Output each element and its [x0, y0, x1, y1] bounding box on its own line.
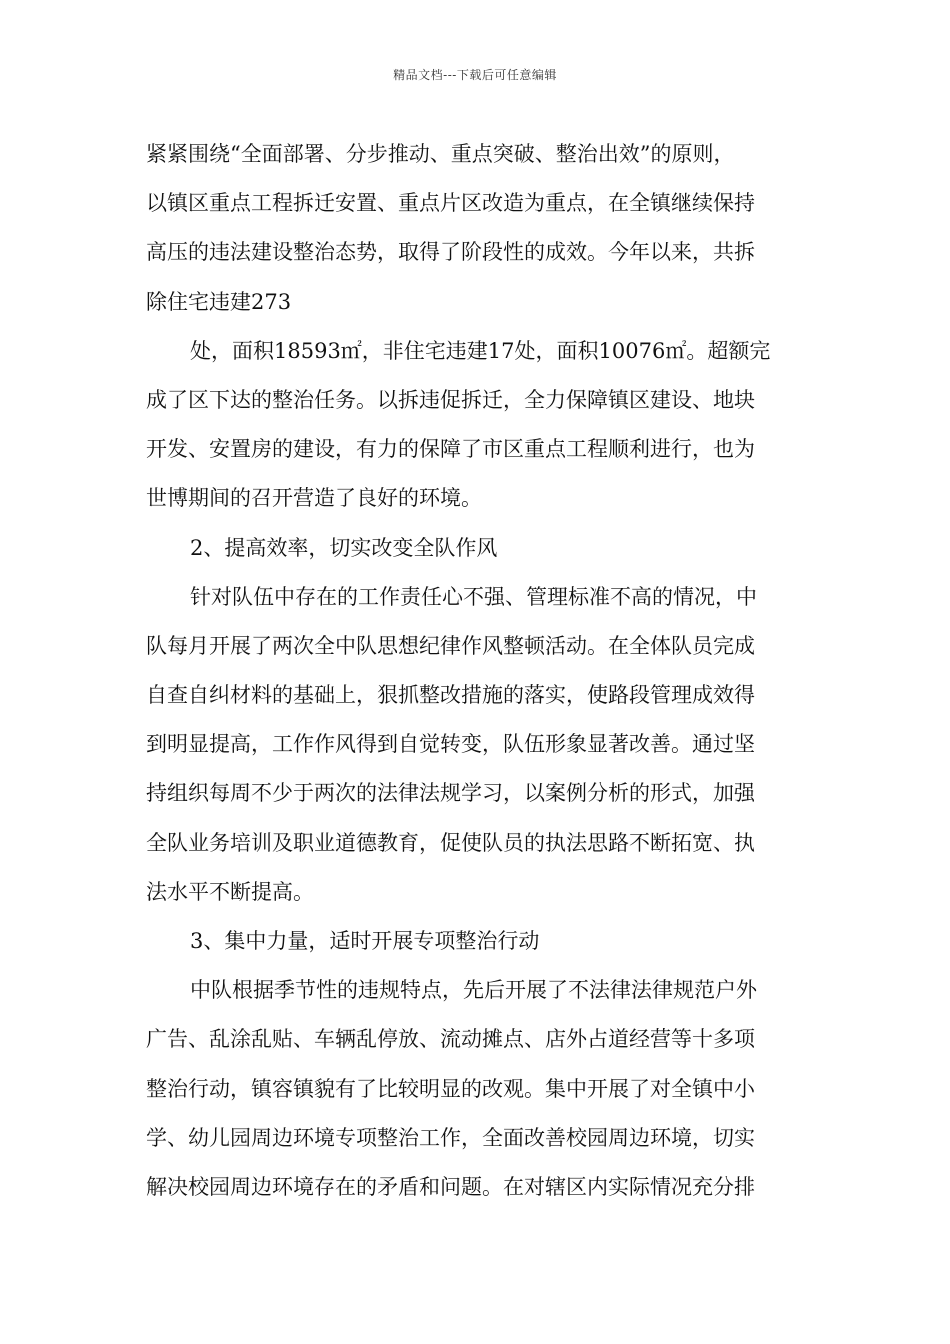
body-line: 法水平不断提高。 — [146, 879, 314, 904]
page-header: 精品文档---下载后可任意编辑 — [393, 68, 557, 82]
body-line: 全队业务培训及职业道德教育，促使队员的执法思路不断拓宽、执 — [146, 830, 755, 855]
section-heading: 3、集中力量，适时开展专项整治行动 — [190, 929, 540, 953]
document-body — [146, 130, 806, 1212]
body-line: 队每月开展了两次全中队思想纪律作风整顿活动。在全体队员完成 — [146, 633, 755, 658]
section-heading: 2、提高效率，切实改变全队作风 — [190, 535, 498, 560]
body-line: 广告、乱涂乱贴、车辆乱停放、流动摊点、店外占道经营等十多项 — [146, 1027, 755, 1052]
body-line: 处，面积18593㎡，非住宅违建17处，面积10076㎡。超额完 — [190, 338, 771, 363]
body-line: 除住宅违建273 — [146, 289, 292, 314]
body-line: 整治行动，镇容镇貌有了比较明显的改观。集中开展了对全镇中小 — [146, 1076, 755, 1101]
body-line: 到明显提高，工作作风得到自觉转变，队伍形象显著改善。通过坚 — [146, 732, 755, 757]
body-line: 持组织每周不少于两次的法律法规学习，以案例分析的形式，加强 — [146, 781, 755, 806]
body-line: 中队根据季节性的违规特点，先后开展了不法律法律规范户外 — [190, 978, 757, 1003]
body-line: 解决校园周边环境存在的矛盾和问题。在对辖区内实际情况充分排 — [146, 1174, 755, 1199]
body-line: 成了区下达的整治任务。以拆违促拆迁，全力保障镇区建设、地块 — [146, 387, 755, 412]
body-line: 自查自纠材料的基础上，狠抓整改措施的落实，使路段管理成效得 — [146, 683, 755, 708]
body-line: 世博期间的召开营造了良好的环境。 — [146, 486, 482, 511]
body-line: 以镇区重点工程拆迁安置、重点片区改造为重点，在全镇继续保持 — [146, 191, 755, 216]
body-line: 学、幼儿园周边环境专项整治工作，全面改善校园周边环境，切实 — [146, 1125, 755, 1150]
body-line: 针对队伍中存在的工作责任心不强、管理标准不高的情况，中 — [190, 584, 757, 609]
body-line: 高压的违法建设整治态势，取得了阶段性的成效。今年以来，共拆 — [146, 240, 755, 265]
body-line: 开发、安置房的建设，有力的保障了市区重点工程顺利进行，也为 — [146, 437, 755, 462]
body-line: 紧紧围绕“全面部署、分步推动、重点突破、整治出效”的原则， — [146, 142, 735, 166]
